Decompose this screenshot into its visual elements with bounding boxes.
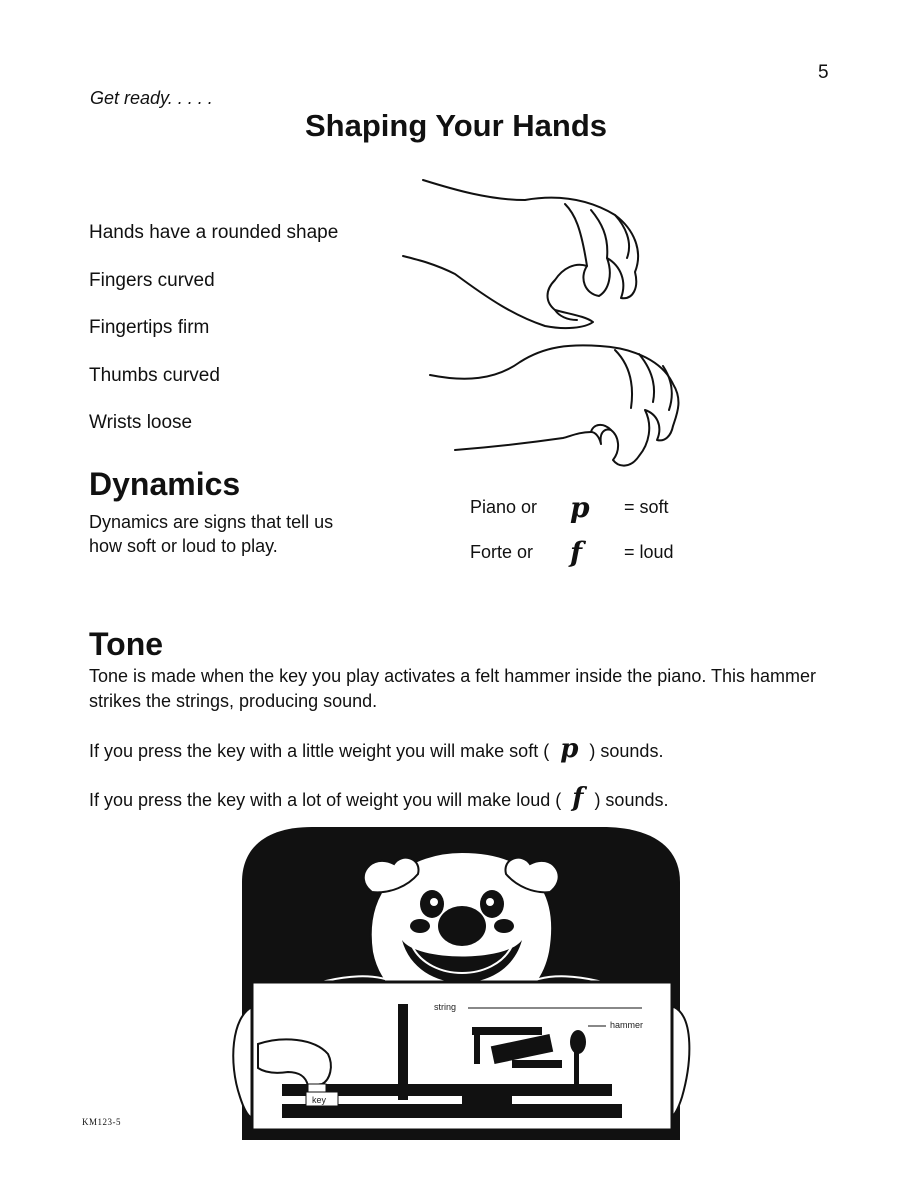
upper-hand bbox=[403, 180, 638, 328]
piano-symbol: p bbox=[570, 491, 590, 524]
tone-paragraph: Tone is made when the key you play activates a felt hammer inside the piano. This hammer strikes the strings, producing sound. bbox=[89, 666, 817, 711]
dynamics-name-piano: Piano or bbox=[470, 497, 538, 517]
tone-loud-sentence bbox=[89, 783, 829, 813]
hand-tip-fingertips-firm: Fingertips firm bbox=[89, 317, 210, 338]
page-title: Shaping Your Hands bbox=[305, 108, 607, 143]
tone-soft-after: ) sounds. bbox=[589, 741, 664, 761]
string-label: string bbox=[434, 1002, 457, 1012]
page-number: 5 bbox=[818, 62, 829, 83]
piano-symbol-inline: p bbox=[560, 734, 579, 764]
dynamics-meaning-soft: = soft bbox=[624, 497, 669, 517]
hand-tip-fingers-curved: Fingers curved bbox=[89, 269, 215, 291]
dynamics-description: Dynamics are signs that tell us how soft or loud to play. bbox=[89, 512, 334, 556]
dynamics-heading: Dynamics bbox=[89, 466, 241, 502]
tone-loud-after: ) sounds. bbox=[594, 790, 669, 810]
dynamics-meaning-loud: = loud bbox=[624, 542, 674, 562]
hands-illustration bbox=[395, 170, 695, 480]
key-label: key bbox=[312, 1095, 327, 1105]
tone-heading: Tone bbox=[89, 626, 164, 662]
forte-symbol: f bbox=[570, 536, 583, 569]
dynamics-name-forte: Forte or bbox=[470, 542, 534, 562]
clown-piano-illustration bbox=[222, 822, 694, 1152]
tone-soft-before: If you press the key with a little weight you will make soft ( bbox=[89, 741, 550, 761]
hand-tip-wrists-loose: Wrists loose bbox=[89, 412, 193, 433]
footer-code: KM123-5 bbox=[82, 1117, 121, 1127]
tone-loud-before: If you press the key with a lot of weight you will make loud ( bbox=[89, 790, 562, 810]
intro-text: Get ready. . . . . bbox=[90, 88, 213, 108]
hand-tip-thumbs-curved: Thumbs curved bbox=[89, 364, 220, 386]
tone-soft-sentence bbox=[89, 734, 829, 764]
lower-hand bbox=[430, 345, 678, 465]
hand-tip-rounded-shape: Hands have a rounded shape bbox=[89, 222, 339, 243]
hand-tips-list bbox=[89, 222, 338, 460]
hammer-label: hammer bbox=[610, 1020, 644, 1030]
forte-symbol-inline: f bbox=[572, 783, 584, 813]
